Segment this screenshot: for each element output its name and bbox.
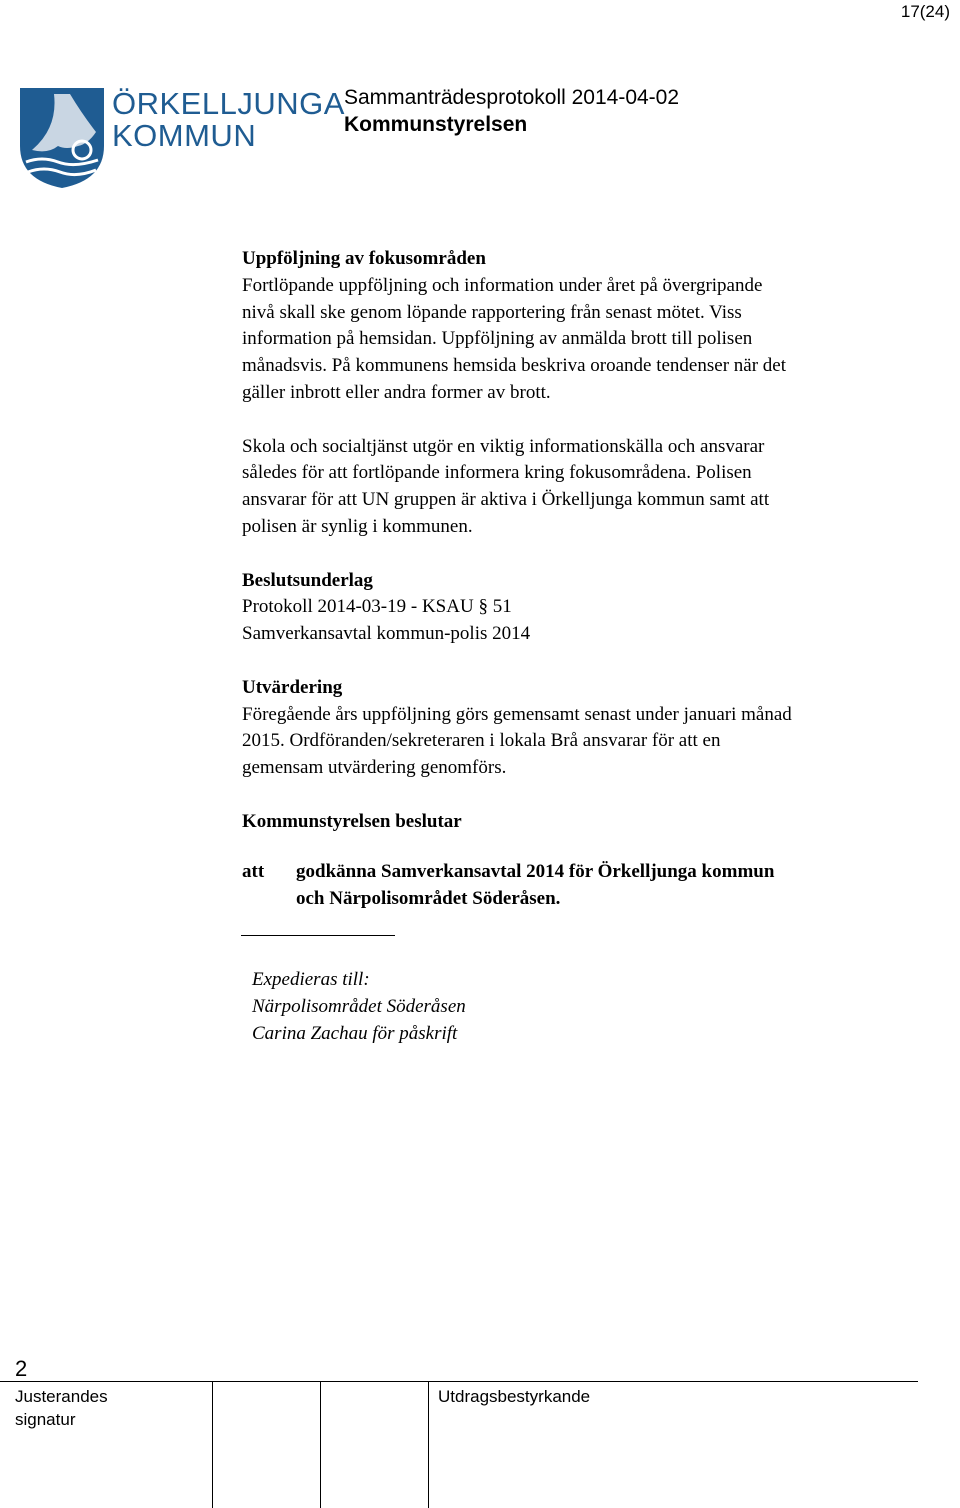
fokus-line: gäller inbrott eller andra former av brott.: [242, 381, 551, 403]
utvardering-line: 2015. Ordföranden/sekreteraren i lokala Brå ansvarar för att en: [242, 730, 721, 752]
justerandes-label-line: signatur: [15, 1410, 76, 1429]
footer-divider: [0, 1381, 918, 1382]
decision-line: godkänna Samverkansavtal 2014 för Örkelljunga kommun: [296, 861, 775, 882]
document-title: Sammanträdesprotokoll 2014-04-02: [344, 86, 680, 109]
decision-line: och Närpolisområdet Söderåsen.: [296, 887, 561, 909]
municipality-crest-icon: [18, 84, 106, 190]
heading-fokus: Uppföljning av fokusområden: [242, 248, 486, 269]
beslutsunderlag-line: Samverkansavtal kommun-polis 2014: [242, 623, 531, 645]
heading-beslutsunderlag: Beslutsunderlag: [242, 569, 373, 591]
expedieras-label: Expedieras till:: [252, 969, 370, 990]
heading-utvardering: Utvärdering: [242, 676, 343, 698]
utvardering-line: gemensam utvärdering genomförs.: [242, 757, 507, 779]
heading-beslut: Kommunstyrelsen beslutar: [242, 810, 462, 832]
document-header: [344, 84, 679, 138]
expedieras-recipient: Carina Zachau för påskrift: [252, 1023, 458, 1044]
justerandes-signatur-label: [15, 1385, 108, 1431]
skola-line: Skola och socialtjänst utgör en viktig informationskälla och ansvarar: [242, 435, 765, 457]
beslutsunderlag-line: Protokoll 2014-03-19 - KSAU § 51: [242, 596, 512, 618]
utvardering-line: Föregående års uppföljning görs gemensamt senast under januari månad: [242, 703, 792, 725]
footer-column-divider: [212, 1381, 213, 1508]
utdragsbestyrkande-label: Utdragsbestyrkande: [438, 1387, 591, 1406]
skola-line: ansvarar för att UN gruppen är aktiva i Örkelljunga kommun samt att: [242, 489, 770, 511]
fokus-line: information på hemsidan. Uppföljning av anmälda brott till polisen: [242, 328, 753, 350]
justerandes-label-line: Justerandes: [15, 1387, 108, 1406]
municipality-logo-text: [112, 88, 345, 152]
logo-line-2: KOMMUN: [112, 118, 257, 153]
skola-line: således för att fortlöpande informera kring fokusområdena. Polisen: [242, 462, 752, 484]
footer-column-divider: [428, 1381, 429, 1508]
fokus-line: nivå skall ske genom löpande rapportering från senast mötet. Viss: [242, 301, 742, 323]
decision-att: att: [242, 861, 265, 882]
skola-line: polisen är synlig i kommunen.: [242, 515, 473, 537]
expedieras-block: [252, 966, 466, 1047]
fokus-line: Fortlöpande uppföljning och information under året på övergripande: [242, 274, 763, 296]
footer-number: 2: [15, 1356, 28, 1381]
fokus-line: månadsvis. På kommunens hemsida beskriva oroande tendenser när det: [242, 355, 786, 377]
logo-line-1: ÖRKELLJUNGA: [112, 86, 345, 121]
page-number: 17(24): [900, 2, 950, 21]
divider: [241, 935, 395, 936]
document-subtitle: Kommunstyrelsen: [344, 113, 528, 136]
footer-column-divider: [320, 1381, 321, 1508]
expedieras-recipient: Närpolisområdet Söderåsen: [252, 996, 466, 1017]
protocol-body: [242, 246, 932, 836]
